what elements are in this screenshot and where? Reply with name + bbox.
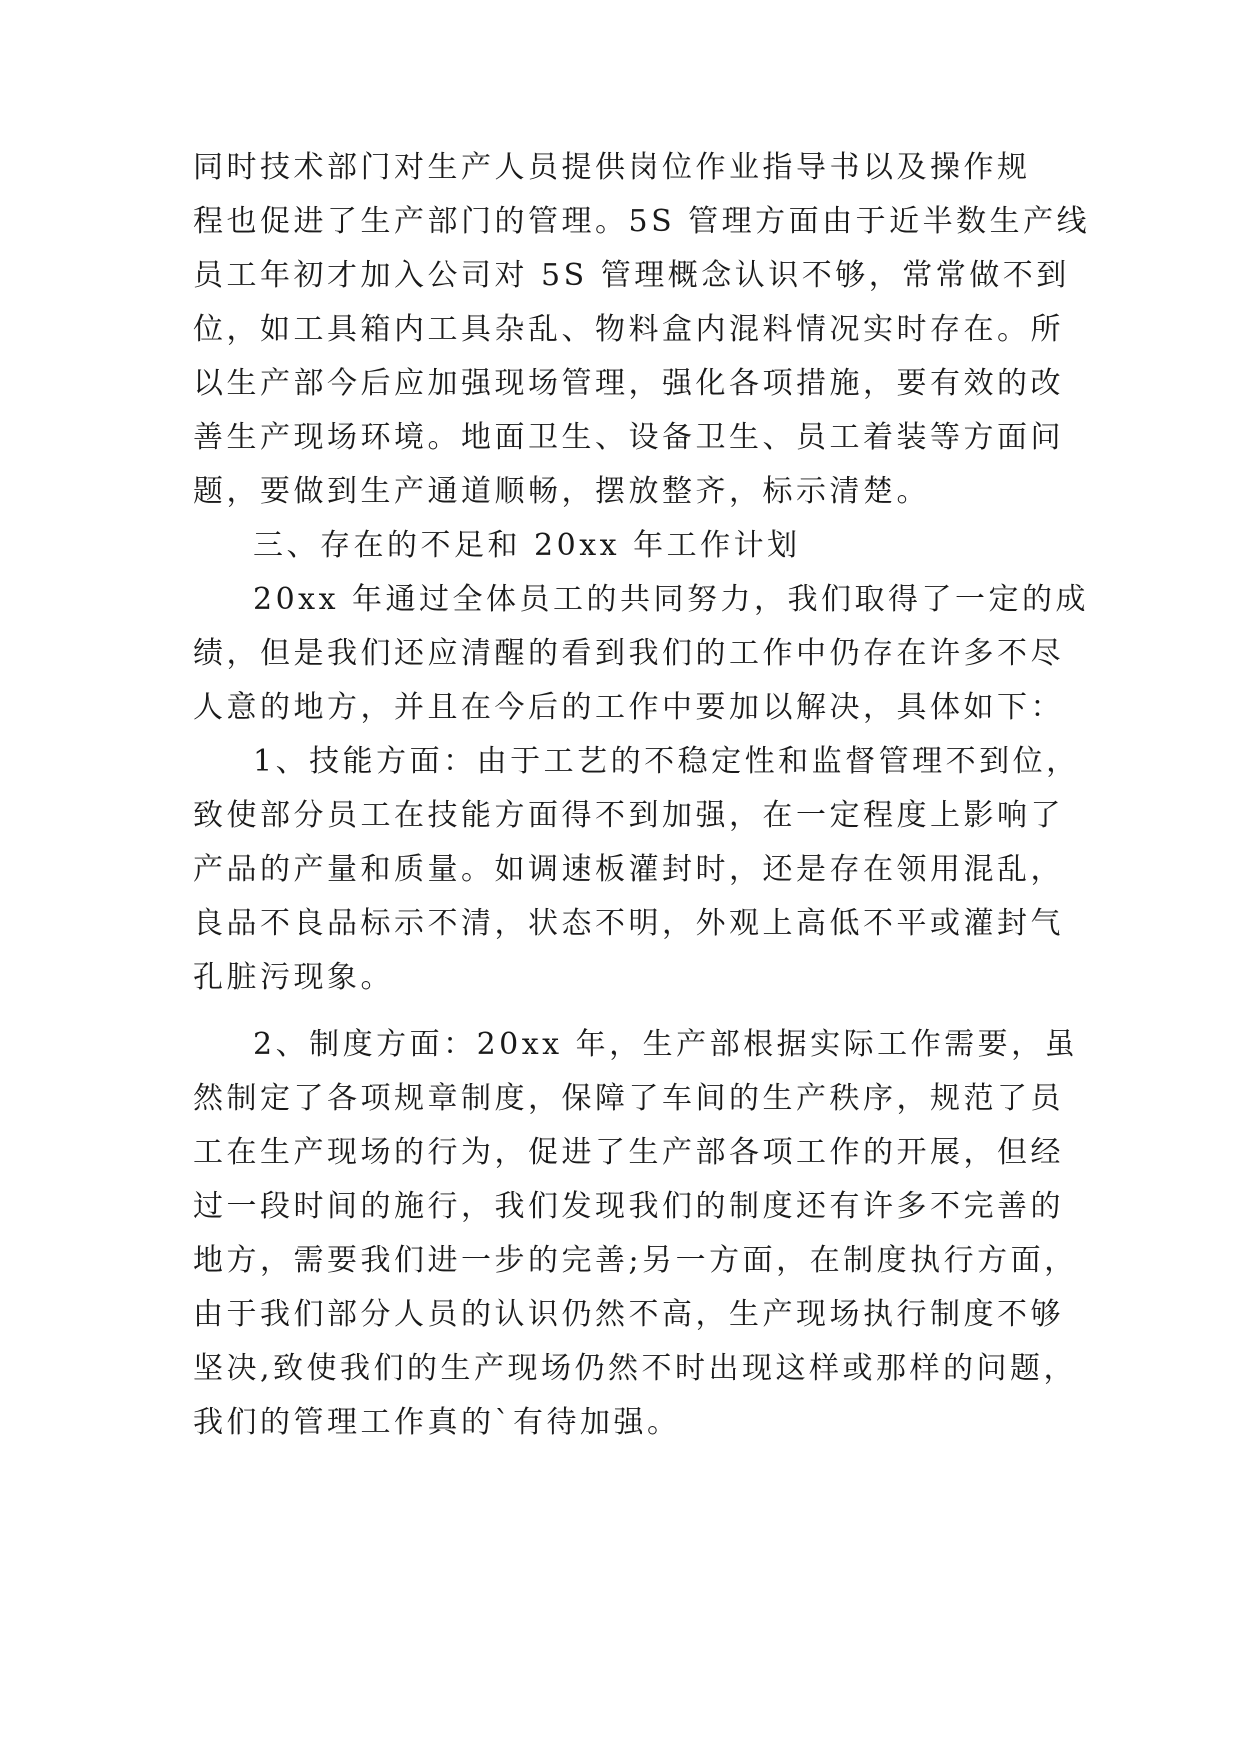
list-item-line: 1、技能方面：由于工艺的不稳定性和监督管理不到位， [253,744,1080,779]
body-text-line: 地方，需要我们进一步的完善;另一方面，在制度执行方面， [193,1243,1078,1278]
body-text-line: 孔脏污现象。 [193,960,394,995]
body-text-line: 由于我们部分人员的认识仍然不高，生产现场执行制度不够 [193,1297,1064,1332]
body-text-line: 坚决,致使我们的生产现场仍然不时出现这样或那样的问题， [193,1351,1078,1386]
body-text-line: 致使部分员工在技能方面得不到加强，在一定程度上影响了 [193,798,1064,833]
body-text-line: 我们的管理工作真的`有待加强。 [193,1405,681,1440]
body-text-line: 人意的地方，并且在今后的工作中要加以解决，具体如下： [193,690,1064,725]
body-text-line: 位，如工具箱内工具杂乱、物料盒内混料情况实时存在。所 [193,312,1064,347]
body-text-line: 善生产现场环境。地面卫生、设备卫生、员工着装等方面问 [193,420,1064,455]
body-text-line: 以生产部今后应加强现场管理，强化各项措施，要有效的改 [193,366,1064,401]
body-text-line: 20xx 年通过全体员工的共同努力，我们取得了一定的成 [253,582,1090,617]
body-text-line: 工在生产现场的行为，促进了生产部各项工作的开展，但经 [193,1135,1064,1170]
list-item-line: 2、制度方面：20xx 年，生产部根据实际工作需要，虽 [253,1027,1079,1062]
body-text-line: 绩，但是我们还应清醒的看到我们的工作中仍存在许多不尽 [193,636,1064,671]
body-text-line: 良品不良品标示不清，状态不明，外观上高低不平或灌封气 [193,906,1064,941]
body-text-line: 过一段时间的施行，我们发现我们的制度还有许多不完善的 [193,1189,1064,1224]
body-text-line: 产品的产量和质量。如调速板灌封时，还是存在领用混乱， [193,852,1064,887]
body-text-line: 员工年初才加入公司对 5S 管理概念认识不够，常常做不到 [193,258,1070,293]
body-text-line: 然制定了各项规章制度，保障了车间的生产秩序，规范了员 [193,1081,1064,1116]
body-text-line: 程也促进了生产部门的管理。5S 管理方面由于近半数生产线 [193,204,1091,239]
section-heading: 三、存在的不足和 20xx 年工作计划 [253,528,801,563]
body-text-line: 题，要做到生产通道顺畅，摆放整齐，标示清楚。 [193,474,930,509]
body-text-line: 同时技术部门对生产人员提供岗位作业指导书以及操作规 [193,150,1031,185]
